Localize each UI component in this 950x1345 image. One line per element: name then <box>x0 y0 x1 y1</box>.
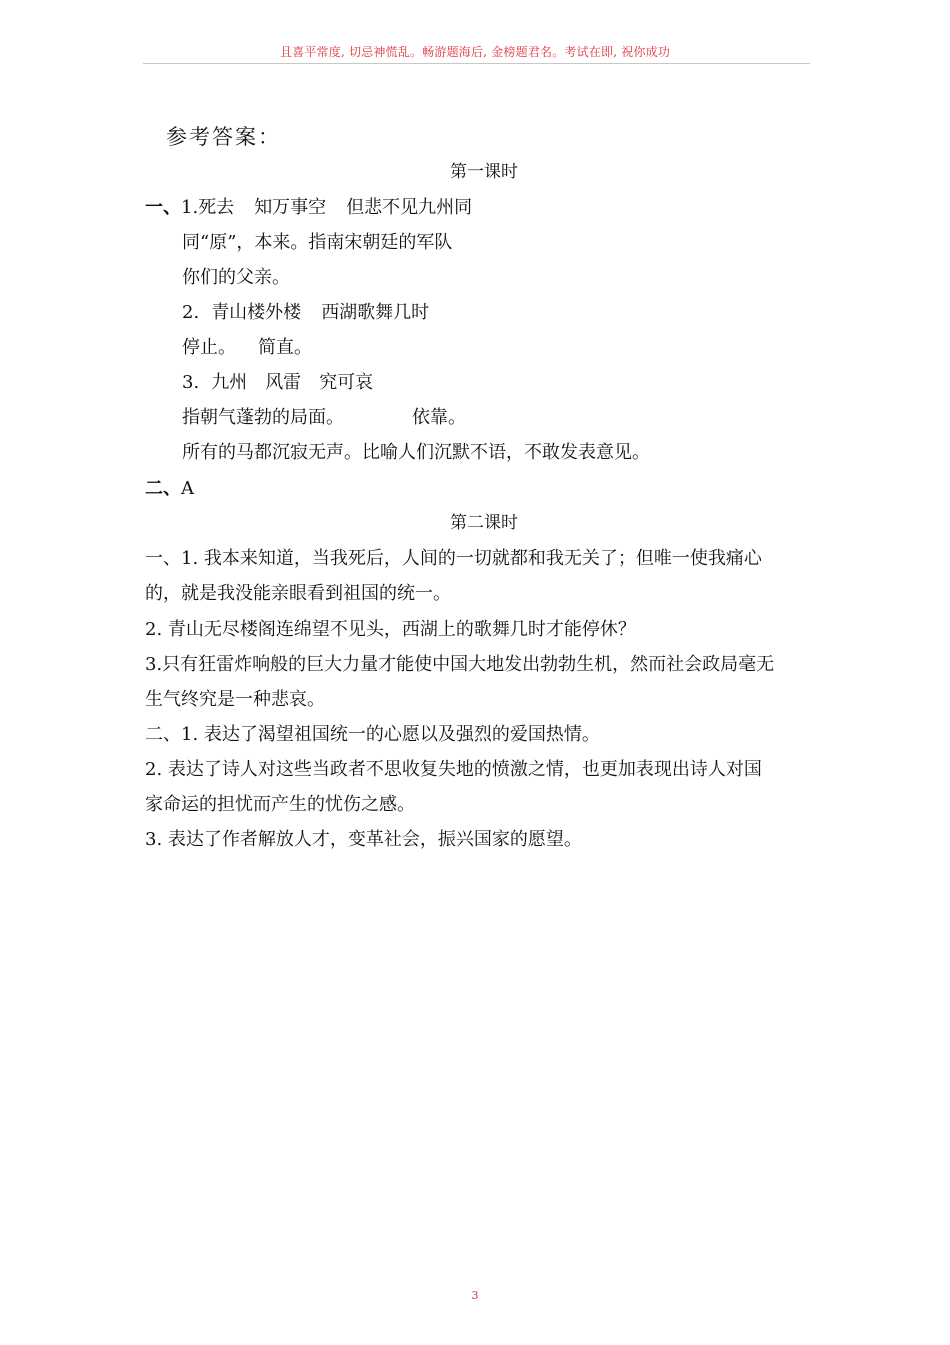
lesson2-line-7: 2. 表达了诗人对这些当政者不思收复失地的愤激之情，也更加表现出诗人对国 <box>145 759 762 780</box>
q3-answer-b: 风雷 <box>265 372 302 393</box>
lesson1-line-2: 同“原”，本来。指南宋朝廷的军队 <box>182 232 453 253</box>
lesson1-line-7 <box>182 407 466 429</box>
q3-answer-a: 九州 <box>211 372 248 393</box>
l5-answer-a: 停止。 <box>182 337 236 358</box>
q2-answer-b: 西湖歌舞几时 <box>321 302 430 323</box>
q1-number: 1. <box>181 197 199 218</box>
lesson1-q1-line <box>145 197 472 219</box>
lesson1-line-5 <box>182 337 312 359</box>
l7-answer-a: 指朝气蓬勃的局面。 <box>182 407 344 428</box>
lesson1-part2-line <box>145 478 194 500</box>
header-rule <box>143 63 810 64</box>
q2-number: 2. <box>182 302 200 323</box>
lesson1-line-3: 你们的父亲。 <box>182 267 290 288</box>
lesson2-line-9: 3. 表达了作者解放人才，变革社会，振兴国家的愿望。 <box>145 829 582 850</box>
l7-answer-b: 依靠。 <box>412 407 466 428</box>
lesson1-line-8: 所有的马都沉寂无声。比喻人们沉默不语，不敢发表意见。 <box>182 442 650 463</box>
lesson2-line-4: 3.只有狂雷炸响般的巨大力量才能使中国大地发出勃勃生机，然而社会政局毫无 <box>145 654 775 675</box>
lesson1-heading: 第一课时 <box>450 162 518 182</box>
part1-mark: 一、 <box>145 197 181 218</box>
q1-answer-c: 但悲不见九州同 <box>346 197 473 218</box>
q3-number: 3. <box>182 372 200 393</box>
lesson2-line-8: 家命运的担忧而产生的忧伤之感。 <box>145 794 415 815</box>
page-title: 参考答案： <box>166 125 281 149</box>
part2-answer: A <box>181 478 194 499</box>
part2-mark: 二、 <box>145 478 181 499</box>
lesson2-line-6: 二、1. 表达了渴望祖国统一的心愿以及强烈的爱国热情。 <box>145 724 600 745</box>
q3-answer-c: 究可哀 <box>319 372 374 393</box>
lesson2-line-1: 一、1. 我本来知道，当我死后，人间的一切就都和我无关了；但唯一使我痛心 <box>145 548 762 569</box>
lesson2-heading: 第二课时 <box>450 513 518 533</box>
l5-answer-b: 简直。 <box>258 337 312 358</box>
lesson1-q2-line <box>182 302 429 324</box>
q2-answer-a: 青山楼外楼 <box>211 302 302 323</box>
page-header-motto: 且喜平常度, 切忌神慌乱。畅游题海后, 金榜题君名。考试在即, 祝你成功 <box>279 45 671 59</box>
lesson2-line-5: 生气终究是一种悲哀。 <box>145 689 325 710</box>
page-number: 3 <box>471 1289 479 1302</box>
q1-answer-a: 死去 <box>198 197 235 218</box>
q1-answer-b: 知万事空 <box>254 197 327 218</box>
lesson2-line-3: 2. 青山无尽楼阁连绵望不见头，西湖上的歌舞几时才能停休？ <box>145 619 636 640</box>
lesson2-line-2: 的，就是我没能亲眼看到祖国的统一。 <box>145 583 451 604</box>
lesson1-q3-line <box>182 372 373 394</box>
